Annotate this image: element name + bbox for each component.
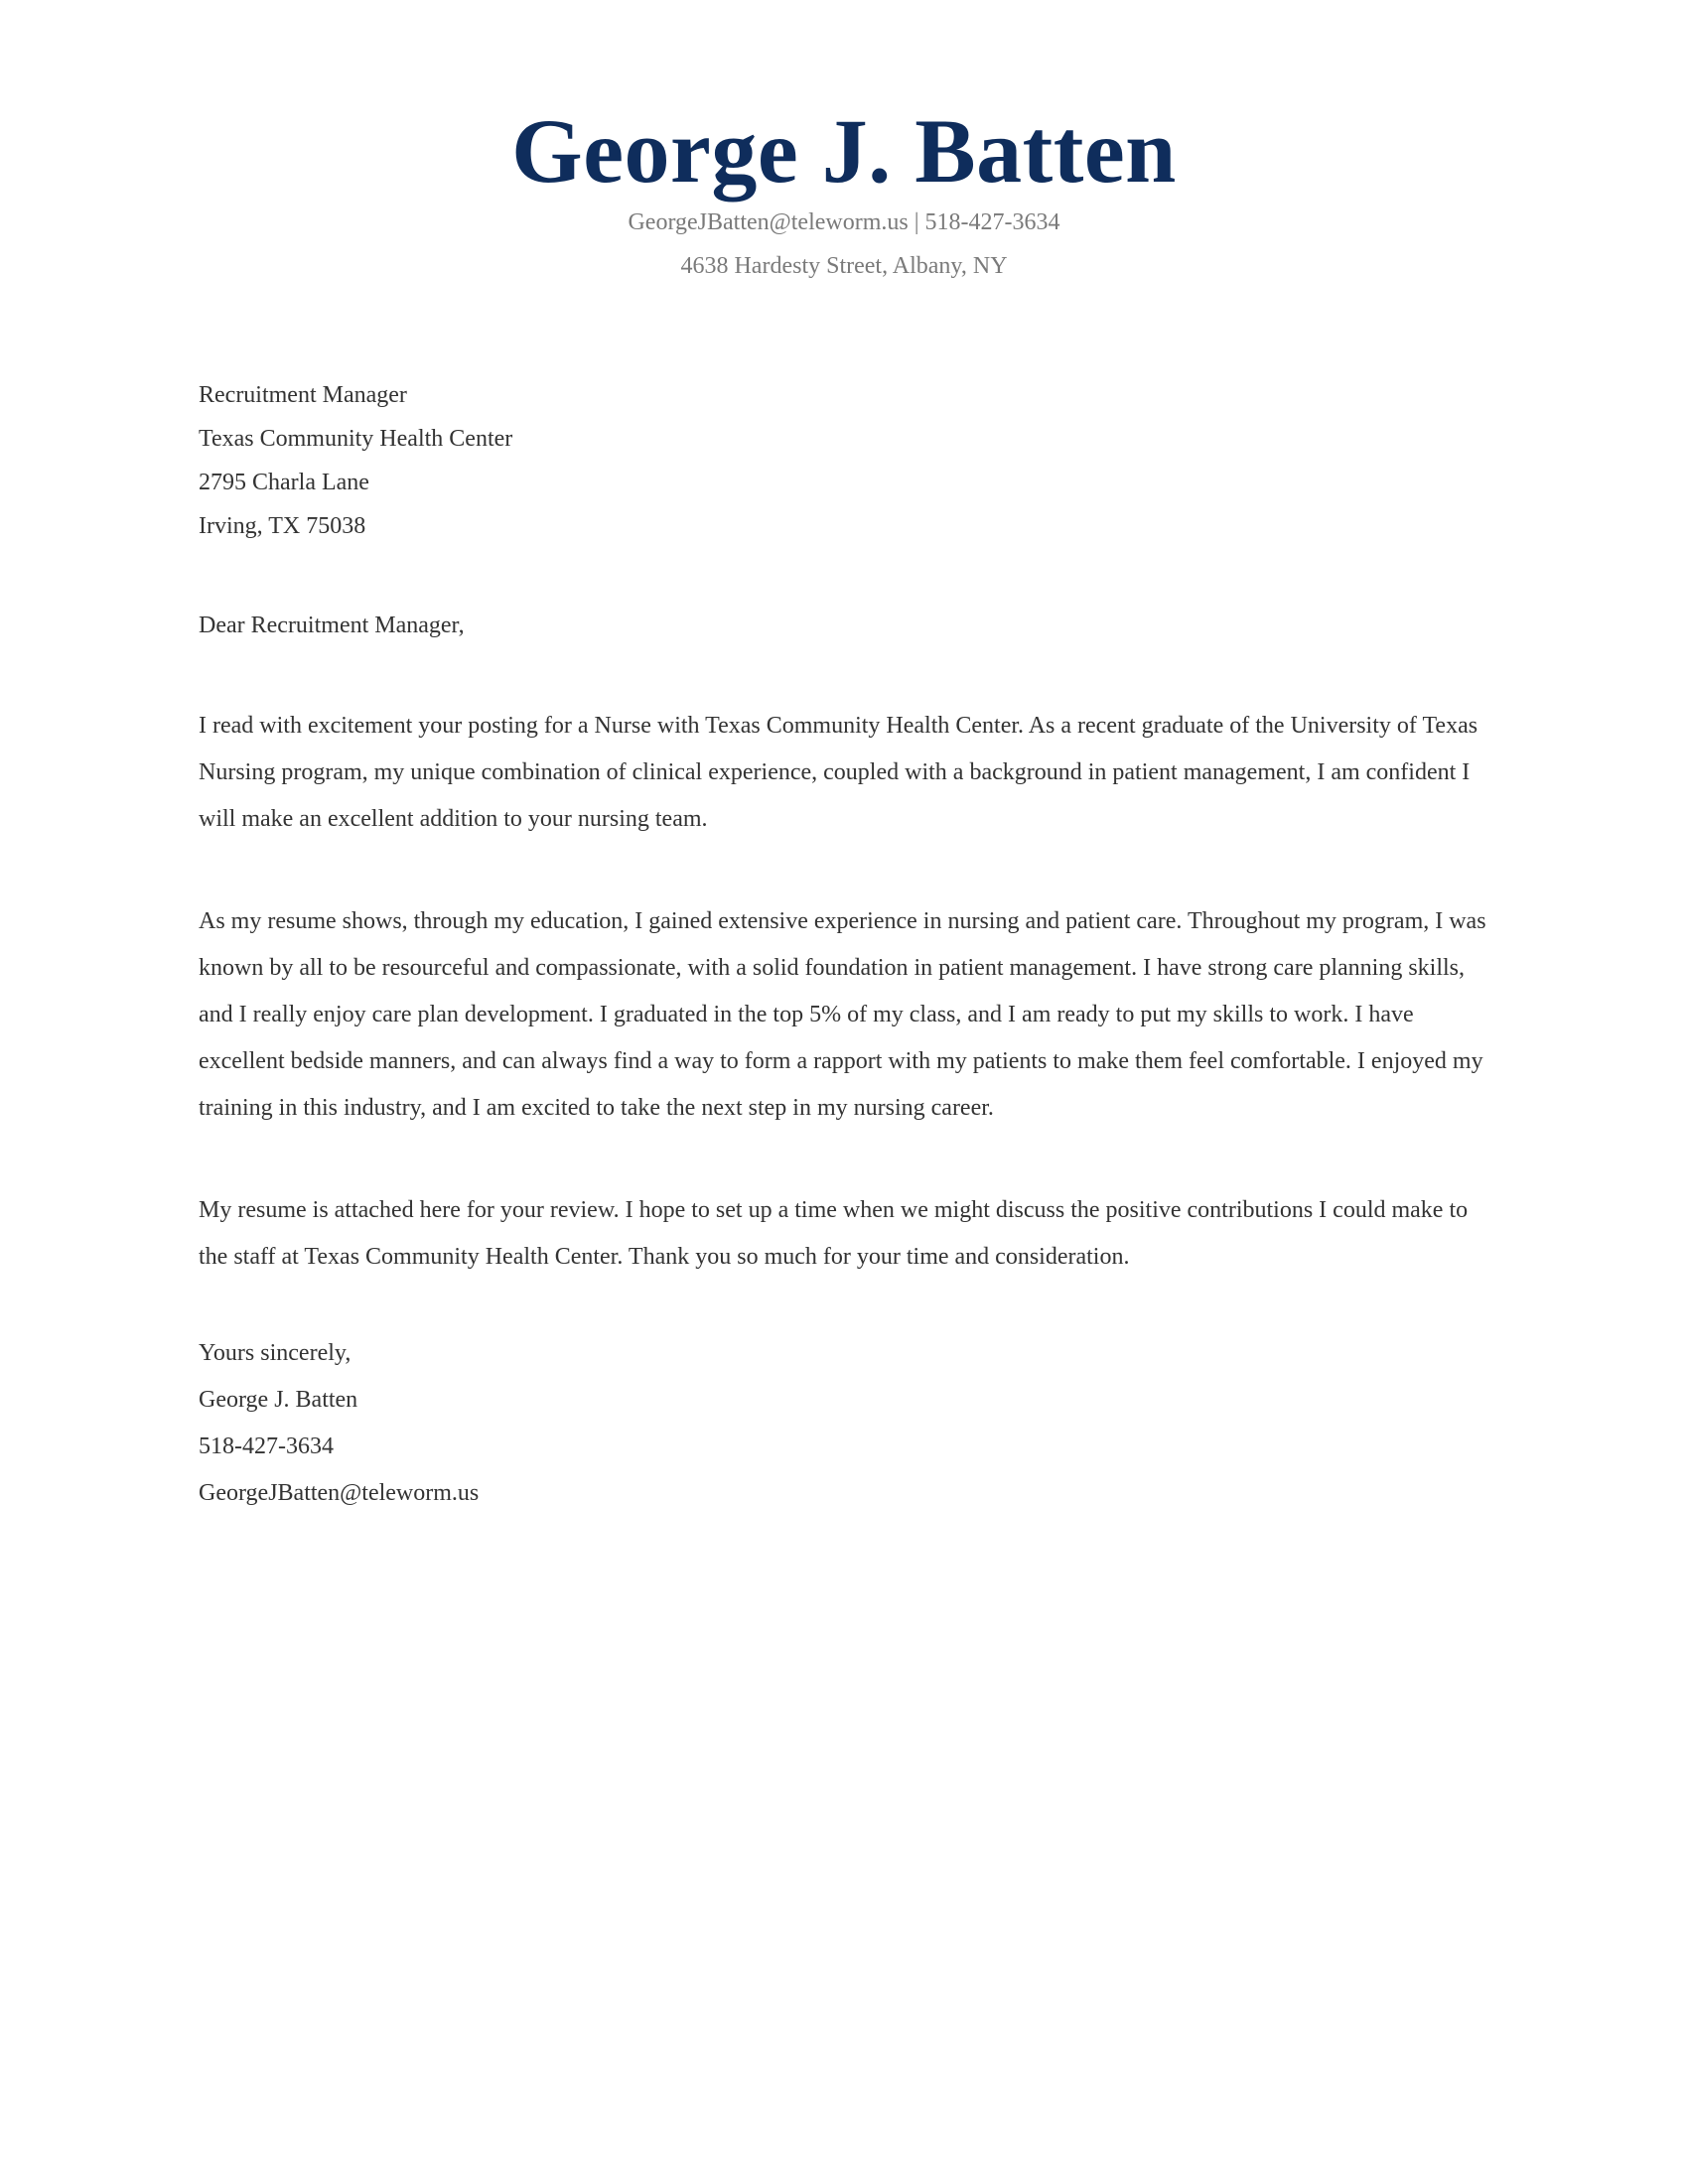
recipient-street: 2795 Charla Lane	[199, 470, 369, 495]
closing-block	[199, 1330, 1489, 1517]
contact-separator: |	[914, 209, 919, 235]
recipient-company: Texas Community Health Center	[199, 426, 513, 452]
sender-address: 4638 Hardesty Street, Albany, NY	[680, 253, 1008, 279]
recipient-block	[199, 373, 1489, 548]
closing-phone: 518-427-3634	[199, 1433, 334, 1459]
closing-name: George J. Batten	[199, 1387, 358, 1413]
recipient-title: Recruitment Manager	[199, 382, 407, 408]
body-paragraph-3: My resume is attached here for your review. I hope to set up a time when we might discuss the positive contributions I could make to the staff at Texas Community Health Center. Thank you so much for your time and consideration.	[199, 1197, 1469, 1270]
recipient-city: Irving, TX 75038	[199, 513, 366, 539]
letter-header	[199, 0, 1489, 288]
sender-contact-line	[199, 201, 1489, 244]
sender-phone: 518-427-3634	[924, 209, 1060, 235]
sender-name: George J. Batten	[511, 100, 1177, 202]
closing-email: GeorgeJBatten@teleworm.us	[199, 1480, 480, 1506]
body-paragraph-2: As my resume shows, through my education, I gained extensive experience in nursing and patient care. Throughout my program, I was known by all to be resourceful and compassionate, with a solid foundation in patient management. I have strong care planning skills, and I really enjoy care plan development. I graduated in the top 5% of my class, and I am ready to put my skills to work. I have excellent bedside manners, and can always find a way to form a rapport with my patients to make them feel comfortable. I enjoyed my training in this industry, and I am excited to take the next step in my nursing career.	[199, 908, 1486, 1121]
body-paragraph-1: I read with excitement your posting for a Nurse with Texas Community Health Center. As a recent graduate of the University of Texas Nursing program, my unique combination of clinical experience, coupled with a background in patient management, I am confident I will make an excellent addition to your nursing team.	[199, 713, 1478, 832]
salutation: Dear Recruitment Manager,	[199, 613, 465, 638]
closing-signoff: Yours sincerely,	[199, 1340, 352, 1366]
sender-email: GeorgeJBatten@teleworm.us	[628, 209, 909, 235]
